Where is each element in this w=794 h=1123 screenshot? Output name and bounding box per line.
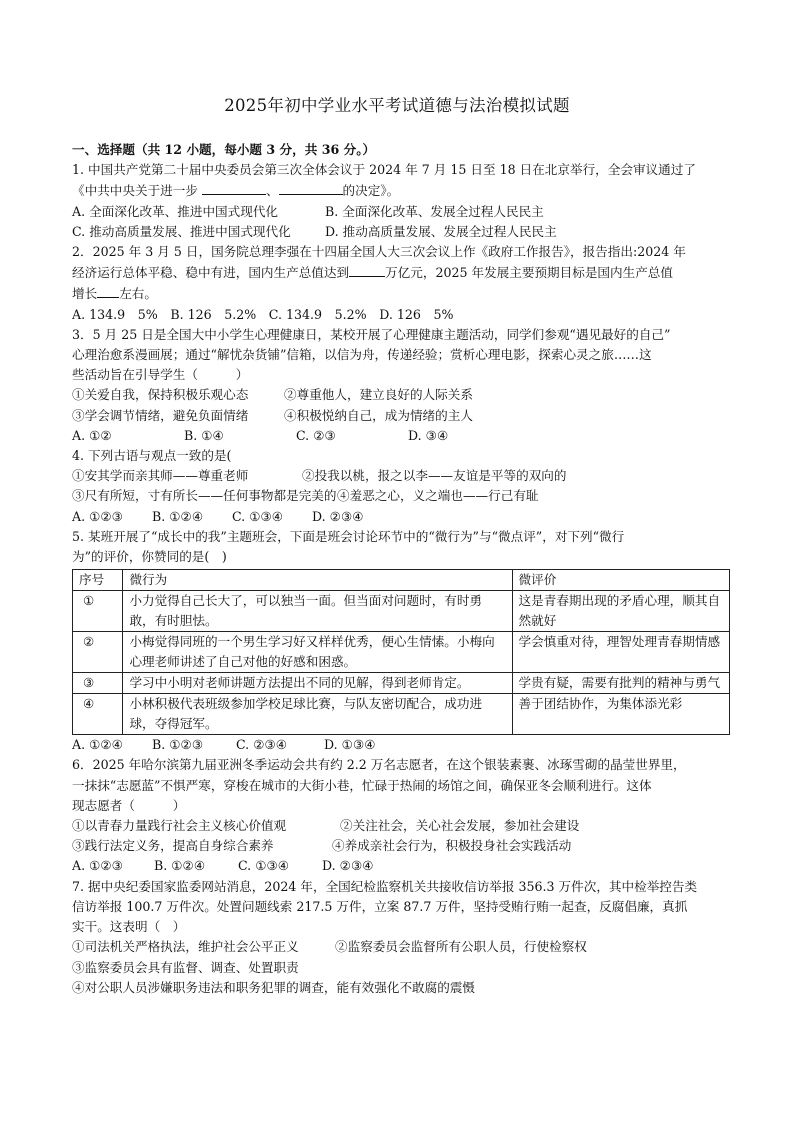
q1-option-c: C. 推动高质量发展、推进中国式现代化	[72, 223, 291, 239]
header-eval: 微评价	[512, 570, 729, 591]
row-eval: 善于团结协作，为集体添光彩	[512, 694, 729, 735]
page-title: 2025年初中学业水平考试道德与法治模拟试题	[224, 96, 570, 115]
question-4	[72, 446, 732, 527]
q3-option-b: B. ①④	[184, 427, 224, 443]
q6-option-d: D. ②③④	[322, 858, 374, 874]
q6-options	[72, 856, 732, 876]
q5-options	[72, 735, 732, 755]
q7-statement-3: ③监察委员会具有监督、调查、处置职责	[72, 959, 299, 975]
q2-stem-line3: 增长 左右。	[72, 283, 732, 304]
answer-blank	[279, 180, 343, 195]
q1-options-row2	[72, 222, 732, 242]
exam-content	[72, 140, 732, 998]
q4-options	[72, 507, 732, 527]
row-act: 学习中小明对老师讲题方法提出不同的见解，得到老师肯定。	[123, 673, 512, 694]
q3-statement-2: ②尊重他人，建立良好的人际关系	[284, 387, 473, 403]
table-row	[73, 694, 730, 735]
q5-table	[72, 569, 730, 735]
q1-options-row1	[72, 202, 732, 222]
q7-statement-1: ①司法机关严格执法，维护社会公平正义	[72, 939, 299, 955]
q3-statement-1: ①关爱自我，保持积极乐观心态	[72, 387, 249, 403]
q1-stem-line2: 《中共中央关于进一步 、 的决定》。	[72, 180, 732, 201]
header-no: 序号	[73, 570, 123, 591]
question-7	[72, 877, 732, 998]
q4-statements-row2	[72, 486, 732, 506]
q4-statements-row1	[72, 466, 732, 486]
q3-stem-line1: 3．5 月 25 日是全国大中小学生心理健康日，某校开展了心理健康主题活动，同学们参观“遇见最好的自己”	[72, 326, 671, 342]
row-no: ②	[73, 632, 123, 673]
q7-statement-2: ②监察委员会监督所有公职人员，行使检察权	[335, 939, 587, 955]
q4-option-b: B. ①②④	[152, 508, 204, 524]
q4-stem: 4. 下列古语与观点一致的是(	[72, 448, 232, 464]
q5-option-c: C. ②③④	[236, 737, 288, 753]
question-2	[72, 242, 732, 325]
q3-option-c: C. ②③	[296, 427, 336, 443]
row-act: 小力觉得自己长大了，可以独当一面。但当面对问题时，有时勇敢，有时胆怯。	[123, 591, 512, 632]
row-eval: 学会慎重对待，理智处理青春期情感	[512, 632, 729, 673]
q7-stem-line3: 实干。这表明（ ）	[72, 919, 186, 935]
q1-option-a: A. 全面深化改革、推进中国式现代化	[72, 203, 279, 219]
table-row	[73, 591, 730, 632]
q4-statement-3: ③尺有所短，寸有所长——任何事物都是完美的	[72, 488, 337, 504]
row-no: ①	[73, 591, 123, 632]
header-act: 微行为	[123, 570, 512, 591]
q4-option-d: D. ②③④	[312, 508, 364, 524]
q7-stem-line2: 信访举报 100.7 万件次。处置问题线索 217.5 万件，立案 87.7 万件，坚持受贿行贿一起查，反腐倡廉，真抓	[72, 898, 688, 914]
row-no: ③	[73, 673, 123, 694]
q3-stem-line3: 些活动旨在引导学生（ ）	[72, 367, 249, 383]
q1-stem-line1: 1. 中国共产党第二十届中央委员会第三次全体会议于 2024 年 7 月 15 日至 18 日在北京举行，全会审议通过了	[72, 162, 696, 178]
q1-option-b: B. 全面深化改革、发展全过程人民民主	[325, 203, 544, 219]
table-row	[73, 632, 730, 673]
q6-statement-3: ③践行法定义务，提高自身综合素养	[72, 838, 274, 854]
row-eval: 学贵有疑，需要有批判的精神与勇气	[512, 673, 729, 694]
question-3	[72, 325, 732, 446]
q5-option-b: B. ①②③	[152, 737, 204, 753]
q2-stem-line1: 2．2025 年 3 月 5 日，国务院总理李强在十四届全国人大三次会议上作《政府工作报告》，报告指出:2024 年	[72, 244, 686, 260]
q6-stem-line2: 一抹抹“志愿蓝”不惧严寒，穿梭在城市的大街小巷，忙碌于热闹的场馆之间，确保亚冬会顺利进行。这体	[72, 777, 652, 793]
q3-options	[72, 426, 732, 446]
q6-stem-line3: 现志愿者（ ）	[72, 797, 186, 813]
q6-stem-line1: 6．2025 年哈尔滨第九届亚洲冬季运动会共有约 2.2 万名志愿者，在这个银装素裹、冰琢雪砌的晶莹世界里，	[72, 757, 686, 773]
row-no: ④	[73, 694, 123, 735]
q7-statements-row1	[72, 937, 732, 957]
q5-stem-line2: 为”的评价，你赞同的是( )	[72, 549, 227, 565]
q2-options: A. 134.9 5% B. 126 5.2% C. 134.9 5.2% D. 126 5%	[72, 306, 454, 322]
table-row	[73, 673, 730, 694]
q6-statements-row1	[72, 816, 732, 836]
q6-statement-4: ④养成亲社会行为，积极投身社会实践活动	[332, 838, 572, 854]
q6-statements-row2	[72, 836, 732, 856]
answer-blank	[97, 283, 119, 298]
q7-statement-4: ④对公职人员涉嫌职务违法和职务犯罪的调查，能有效强化不敢腐的震慑	[72, 979, 475, 995]
q4-statement-1: ①安其学而亲其师——尊重老师	[72, 468, 249, 484]
q5-option-a: A. ①②④	[72, 737, 123, 753]
q3-statements-row1	[72, 385, 732, 405]
answer-blank	[349, 262, 385, 277]
q3-stem-line2: 心理治愈系漫画展；通过“解忧杂货铺”信箱，以信为舟，传递经验；赏析心理电影，探索心灵之旅……这	[72, 347, 652, 363]
q5-option-d: D. ①③④	[324, 737, 376, 753]
row-eval: 这是青春期出现的矛盾心理，顺其自然就好	[512, 591, 729, 632]
table-header-row	[73, 570, 730, 591]
q4-statement-2: ②投我以桃，报之以李——友谊是平等的双向的	[302, 468, 567, 484]
q3-statement-3: ③学会调节情绪，避免负面情绪	[72, 407, 249, 423]
q4-option-c: C. ①③④	[232, 508, 284, 524]
section-heading: 一、选择题（共 12 小题，每小题 3 分，共 36 分。）	[72, 142, 376, 157]
q3-option-d: D. ③④	[408, 427, 449, 443]
question-5	[72, 527, 732, 756]
row-act: 小梅觉得同班的一个男生学习好又样样优秀，便心生情愫。小梅向心理老师讲述了自己对他的好感和困惑。	[123, 632, 512, 673]
row-act: 小林积极代表班级参加学校足球比赛，与队友密切配合，成功进球，夺得冠军。	[123, 694, 512, 735]
q3-statement-4: ④积极悦纳自己，成为情绪的主人	[284, 407, 473, 423]
q6-option-a: A. ①②③	[72, 858, 123, 874]
q5-stem-line1: 5. 某班开展了“成长中的我”主题班会，下面是班会讨论环节中的“微行为”与“微点评”，对下列“微行	[72, 528, 625, 544]
q4-option-a: A. ①②③	[72, 508, 123, 524]
answer-blank	[202, 180, 266, 195]
question-1	[72, 160, 732, 242]
q3-statements-row2	[72, 406, 732, 426]
q6-option-c: C. ①③④	[238, 858, 290, 874]
question-6	[72, 755, 732, 876]
q2-stem-line2: 经济运行总体平稳、稳中有进，国内生产总值达到 万亿元，2025 年发展主要预期目标是国内生产总值	[72, 262, 732, 283]
q3-option-a: A. ①②	[72, 427, 112, 443]
q1-option-d: D. 推动高质量发展、发展全过程人民民主	[325, 223, 557, 239]
q6-statement-1: ①以青春力量践行社会主义核心价值观	[72, 818, 287, 834]
q6-option-b: B. ①②④	[154, 858, 206, 874]
q7-stem-line1: 7. 据中央纪委国家监委网站消息，2024 年，全国纪检监察机关共接收信访举报 356.3 万件次，其中检举控告类	[72, 878, 698, 894]
q6-statement-2: ②关注社会，关心社会发展，参加社会建设	[340, 818, 580, 834]
q4-statement-4: ④羞恶之心，义之端也——行己有耻	[337, 488, 539, 504]
